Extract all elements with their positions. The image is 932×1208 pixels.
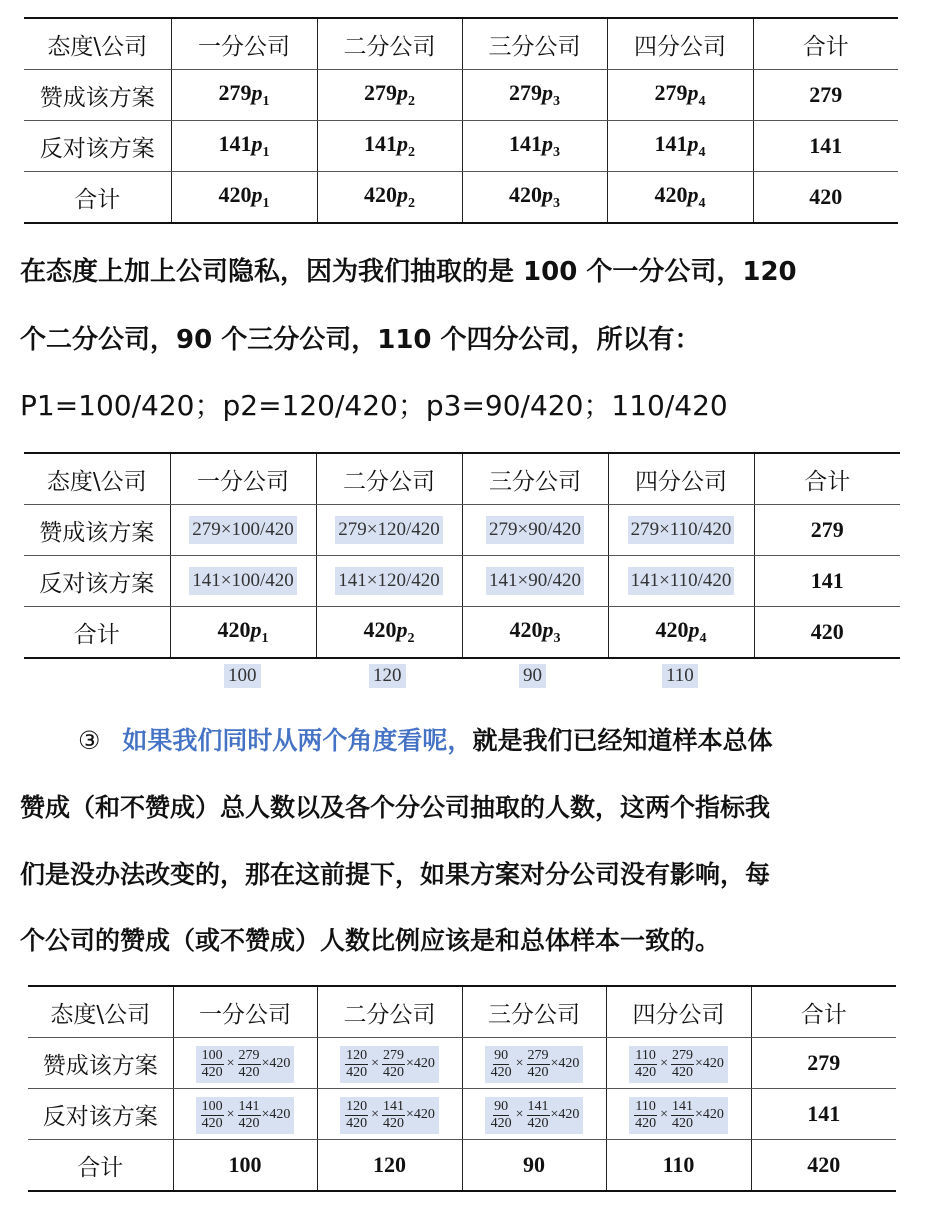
table-cell: 120	[317, 1140, 462, 1192]
table-cell: $141p_2$	[317, 121, 462, 172]
table-cell: 110	[606, 1140, 751, 1192]
table-row	[28, 1140, 896, 1192]
fraction-expression: $\frac{90}{420}$ × $\frac{279}{420}$ ×420	[485, 1046, 584, 1083]
row-total: 420	[751, 1140, 896, 1192]
header-cell: 一分公司	[170, 453, 316, 505]
table-cell: $279p_1$	[171, 70, 317, 121]
fraction-expression: $\frac{100}{420}$ × $\frac{141}{420}$ ×420	[196, 1097, 295, 1134]
below-value: 120	[369, 664, 406, 688]
highlighted-expression: 279×120/420	[335, 516, 443, 544]
table-expected-counts	[24, 452, 900, 659]
paragraph-formula: P1=100/420；p2=120/420；p3=90/420；110/420	[20, 389, 728, 422]
table-cell: 90	[462, 1140, 606, 1192]
fraction-expression: $\frac{100}{420}$ × $\frac{279}{420}$ ×420	[196, 1046, 295, 1083]
below-value: 100	[224, 664, 261, 688]
row-total: 279	[754, 505, 900, 556]
row-label: 合计	[24, 607, 170, 659]
table-cell: $420p_4$	[607, 172, 753, 224]
header-cell: 合计	[753, 18, 898, 70]
fraction-expression: $\frac{110}{420}$ × $\frac{141}{420}$ ×420	[629, 1097, 728, 1134]
table-row	[24, 607, 900, 659]
table-cell: $420p_2$	[316, 607, 462, 659]
row-label: 赞成该方案	[24, 70, 171, 121]
table-cell	[462, 1089, 606, 1140]
highlight-text: 如果我们同时从两个角度看呢，	[122, 726, 473, 755]
highlighted-expression: 141×100/420	[189, 567, 297, 595]
highlighted-expression: 141×120/420	[335, 567, 443, 595]
table-cell	[317, 1089, 462, 1140]
table-cell	[462, 556, 608, 607]
table-cell: $420p_3$	[462, 172, 607, 224]
table-cell: $141p_3$	[462, 121, 607, 172]
header-cell: 一分公司	[173, 986, 317, 1038]
header-cell: 四分公司	[606, 986, 751, 1038]
row-label: 反对该方案	[24, 556, 170, 607]
table-cell: $420p_1$	[170, 607, 316, 659]
table-cell	[170, 505, 316, 556]
table-cell	[608, 556, 754, 607]
row-total: 141	[751, 1089, 896, 1140]
header-cell: 合计	[751, 986, 896, 1038]
row-total: 279	[751, 1038, 896, 1089]
table-header-row	[24, 18, 898, 70]
below-value: 110	[662, 664, 698, 688]
table-cell	[173, 1038, 317, 1089]
header-cell: 四分公司	[608, 453, 754, 505]
table-row	[24, 121, 898, 172]
header-cell: 态度\公司	[24, 453, 170, 505]
paragraph-line: 在态度上加上公司隐私，因为我们抽取的是 100 个一分公司，120	[20, 257, 797, 287]
table-header-row	[28, 986, 896, 1038]
below-value: 90	[519, 664, 546, 688]
paragraph-line: ③ 如果我们同时从两个角度看呢，就是我们已经知道样本总体	[78, 726, 773, 755]
table-cell	[317, 1038, 462, 1089]
table-header-row	[24, 453, 900, 505]
row-label: 赞成该方案	[24, 505, 170, 556]
table-cell	[462, 505, 608, 556]
table-cell: $141p_1$	[171, 121, 317, 172]
table-cell	[606, 1038, 751, 1089]
highlighted-expression: 141×90/420	[486, 567, 584, 595]
highlighted-expression: 141×110/420	[628, 567, 735, 595]
table-cell: $279p_4$	[607, 70, 753, 121]
header-cell: 二分公司	[317, 18, 462, 70]
row-total: 420	[753, 172, 898, 224]
header-cell: 四分公司	[607, 18, 753, 70]
header-cell: 二分公司	[317, 986, 462, 1038]
table-cell: $420p_1$	[171, 172, 317, 224]
table-row	[24, 556, 900, 607]
table-row	[24, 70, 898, 121]
table-cell: $279p_3$	[462, 70, 607, 121]
header-cell: 三分公司	[462, 453, 608, 505]
highlighted-expression: 279×110/420	[628, 516, 735, 544]
table-cell	[462, 1038, 606, 1089]
header-cell: 态度\公司	[24, 18, 171, 70]
row-label: 合计	[28, 1140, 173, 1192]
row-label: 反对该方案	[28, 1089, 173, 1140]
header-cell: 二分公司	[316, 453, 462, 505]
table-row	[28, 1089, 896, 1140]
table-cell: $420p_3$	[462, 607, 608, 659]
table-cell	[316, 505, 462, 556]
header-cell: 三分公司	[462, 986, 606, 1038]
highlighted-expression: 279×90/420	[486, 516, 584, 544]
table-cell	[170, 556, 316, 607]
table-row	[28, 1038, 896, 1089]
table-cell: $141p_4$	[607, 121, 753, 172]
header-cell: 态度\公司	[28, 986, 173, 1038]
fraction-expression: $\frac{120}{420}$ × $\frac{141}{420}$ ×420	[340, 1097, 439, 1134]
fraction-expression: $\frac{110}{420}$ × $\frac{279}{420}$ ×420	[629, 1046, 728, 1083]
table-cell	[173, 1089, 317, 1140]
row-label: 合计	[24, 172, 171, 224]
highlighted-expression: 279×100/420	[189, 516, 297, 544]
table-row	[24, 505, 900, 556]
table-company-attitude-p	[24, 17, 898, 224]
table-cell: 100	[173, 1140, 317, 1192]
paragraph-line: 们是没办法改变的，那在这前提下，如果方案对分公司没有影响，每	[20, 860, 771, 889]
row-label: 反对该方案	[24, 121, 171, 172]
table-cell: $279p_2$	[317, 70, 462, 121]
row-total: 420	[754, 607, 900, 659]
circled-marker: ③	[78, 726, 101, 755]
row-total: 279	[753, 70, 898, 121]
table-cell	[608, 505, 754, 556]
table-cell: $420p_4$	[608, 607, 754, 659]
table-row	[24, 172, 898, 224]
header-cell: 一分公司	[171, 18, 317, 70]
paragraph-line: 个二分公司，90 个三分公司，110 个四分公司，所以有：	[20, 325, 701, 355]
table-cell	[316, 556, 462, 607]
fraction-expression: $\frac{120}{420}$ × $\frac{279}{420}$ ×420	[340, 1046, 439, 1083]
paragraph-line: 个公司的赞成（或不赞成）人数比例应该是和总体样本一致的。	[20, 926, 721, 955]
row-label: 赞成该方案	[28, 1038, 173, 1089]
table-fraction-expressions	[28, 985, 896, 1192]
paragraph-line: 赞成（和不赞成）总人数以及各个分公司抽取的人数，这两个指标我	[20, 793, 771, 822]
header-cell: 三分公司	[462, 18, 607, 70]
table-cell	[606, 1089, 751, 1140]
header-cell: 合计	[754, 453, 900, 505]
fraction-expression: $\frac{90}{420}$ × $\frac{141}{420}$ ×420	[485, 1097, 584, 1134]
table-cell: $420p_2$	[317, 172, 462, 224]
row-total: 141	[753, 121, 898, 172]
row-total: 141	[754, 556, 900, 607]
